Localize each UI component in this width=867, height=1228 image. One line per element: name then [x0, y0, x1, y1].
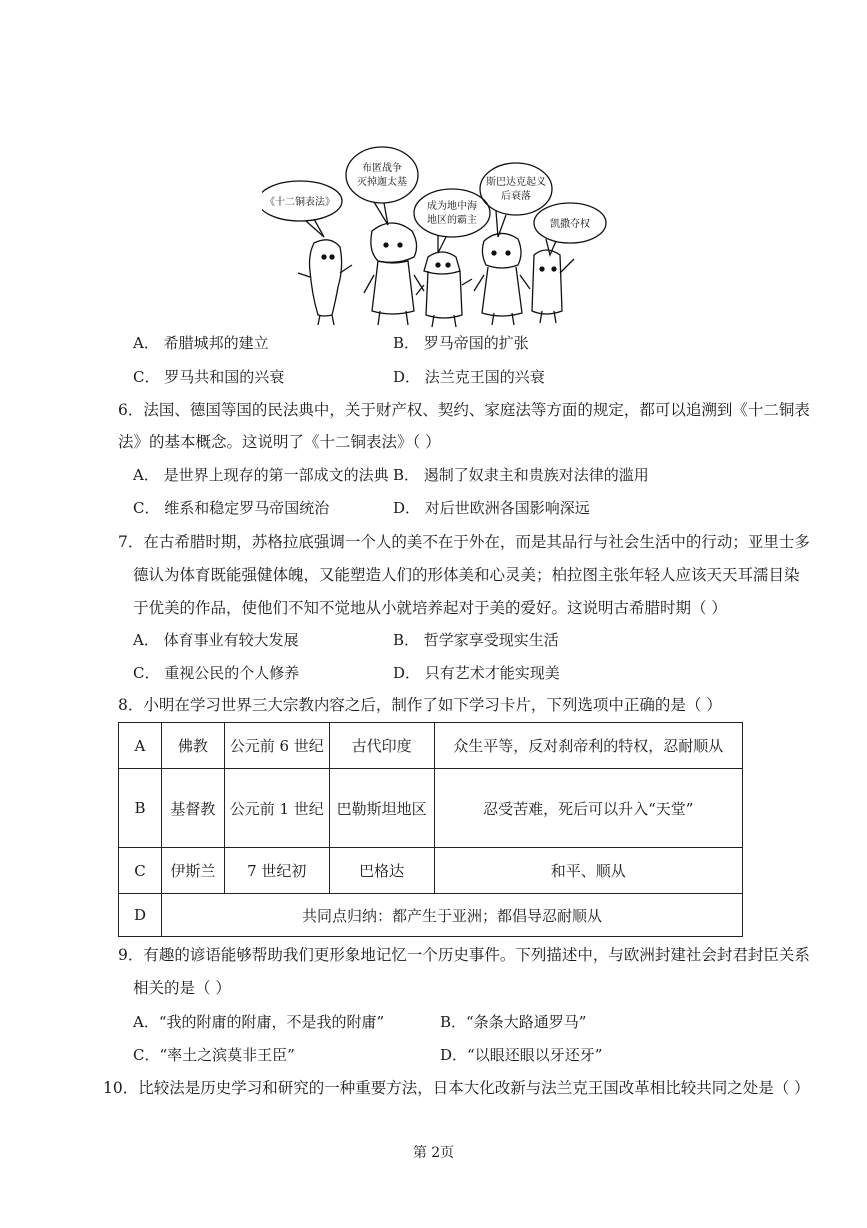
- table-row: [119, 769, 743, 848]
- q7-stem-line3: 于优美的作品，使他们不知不觉地从小就培养起对于美的爱好。这说明古希腊时期（ ）: [133, 599, 727, 617]
- q5-option-a: A． 希腊城邦的建立: [133, 334, 269, 352]
- table-cell: B: [119, 769, 162, 848]
- q5-option-b: B． 罗马帝国的扩张: [393, 334, 529, 352]
- q6-option-c: C． 维系和稳定罗马帝国统治: [133, 499, 330, 517]
- bubble-4-text-line1: 斯巴达克起义: [486, 177, 546, 188]
- bubble-3-text-line2: 地区的霸主: [427, 215, 477, 226]
- bubble-4-text-line2: 后衰落: [501, 191, 531, 202]
- table-cell: 巴勒斯坦地区: [329, 769, 434, 848]
- table-cell: 佛教: [161, 723, 224, 769]
- q6-option-a: A． 是世界上现存的第一部成文的法典: [133, 466, 389, 484]
- table-cell: 公元前 6 世纪: [224, 723, 329, 769]
- table-cell: 和平、顺从: [434, 848, 743, 894]
- bubble-2-text-line2: 灭掉迦太基: [357, 177, 407, 188]
- q8-stem: 8．小明在学习世界三大宗教内容之后，制作了如下学习卡片，下列选项中正确的是（ ）: [118, 696, 722, 714]
- q9-stem-line2: 相关的是（ ）: [133, 979, 231, 997]
- q9-option-d: D．“以眼还眼以牙还牙”: [440, 1046, 603, 1064]
- table-cell-summary: 共同点归纳：都产生于亚洲；都倡导忍耐顺从: [161, 894, 742, 937]
- q9-option-a: A．“我的附庸的附庸，不是我的附庸”: [133, 1013, 385, 1031]
- bubble-1-text: 《十二铜表法》: [265, 197, 335, 208]
- q9-option-c: C．“率土之滨莫非王臣”: [133, 1046, 295, 1064]
- q7-option-c: C． 重视公民的个人修养: [133, 664, 300, 682]
- table-cell: D: [119, 894, 162, 937]
- q6-stem-line2: 法》的基本概念。这说明了《十二铜表法》（ ）: [118, 433, 441, 451]
- table-row: [119, 723, 743, 769]
- table-cell: 忍受苦难，死后可以升入“天堂”: [434, 769, 743, 848]
- q5-option-d: D． 法兰克王国的兴衰: [393, 368, 545, 386]
- table-cell: 巴格达: [329, 848, 434, 894]
- bubble-3-text-line1: 成为地中海: [427, 201, 477, 212]
- cartoon-illustration: [262, 145, 607, 330]
- q9-stem-line1: 9．有趣的谚语能够帮助我们更形象地记忆一个历史事件。下列描述中，与欧洲封建社会封君封臣关系: [118, 946, 810, 964]
- q6-option-d: D． 对后世欧洲各国影响深远: [393, 499, 590, 517]
- table-cell: A: [119, 723, 162, 769]
- q6-stem-line1: 6．法国、德国等国的民法典中，关于财产权、契约、家庭法等方面的规定，都可以追溯到《十二铜表: [118, 401, 810, 419]
- q9-option-b: B．“条条大路通罗马”: [440, 1013, 587, 1031]
- q5-option-c: C． 罗马共和国的兴衰: [133, 368, 285, 386]
- table-cell: 7 世纪初: [224, 848, 329, 894]
- bubble-5-text: 凯撒夺权: [550, 219, 590, 230]
- page-number: 第 2页: [412, 1145, 455, 1161]
- table-cell: 公元前 1 世纪: [224, 769, 329, 848]
- table-cell: 众生平等，反对刹帝利的特权，忍耐顺从: [434, 723, 743, 769]
- table-row: [119, 894, 743, 937]
- table-cell: 基督教: [161, 769, 224, 848]
- q7-stem-line2: 德认为体育既能强健体魄，又能塑造人们的形体美和心灵美；柏拉图主张年轻人应该天天耳濡目染: [133, 566, 800, 584]
- religion-study-card-table: [118, 722, 743, 937]
- q7-option-a: A． 体育事业有较大发展: [133, 631, 299, 649]
- table-cell: 古代印度: [329, 723, 434, 769]
- q7-option-b: B． 哲学家享受现实生活: [393, 631, 559, 649]
- table-cell: C: [119, 848, 162, 894]
- q6-option-b: B． 遏制了奴隶主和贵族对法律的滥用: [393, 466, 649, 484]
- q7-stem-line1: 7．在古希腊时期，苏格拉底强调一个人的美不在于外在，而是其品行与社会生活中的行动；亚里士多: [118, 533, 810, 551]
- bubble-2-text-line1: 布匿战争: [362, 163, 402, 174]
- table-row: [119, 848, 743, 894]
- q10-stem: 10．比较法是历史学习和研究的一种重要方法，日本大化改新与法兰克王国改革相比较共同之处是（ ）: [103, 1079, 810, 1097]
- q7-option-d: D． 只有艺术才能实现美: [393, 664, 560, 682]
- table-cell: 伊斯兰: [161, 848, 224, 894]
